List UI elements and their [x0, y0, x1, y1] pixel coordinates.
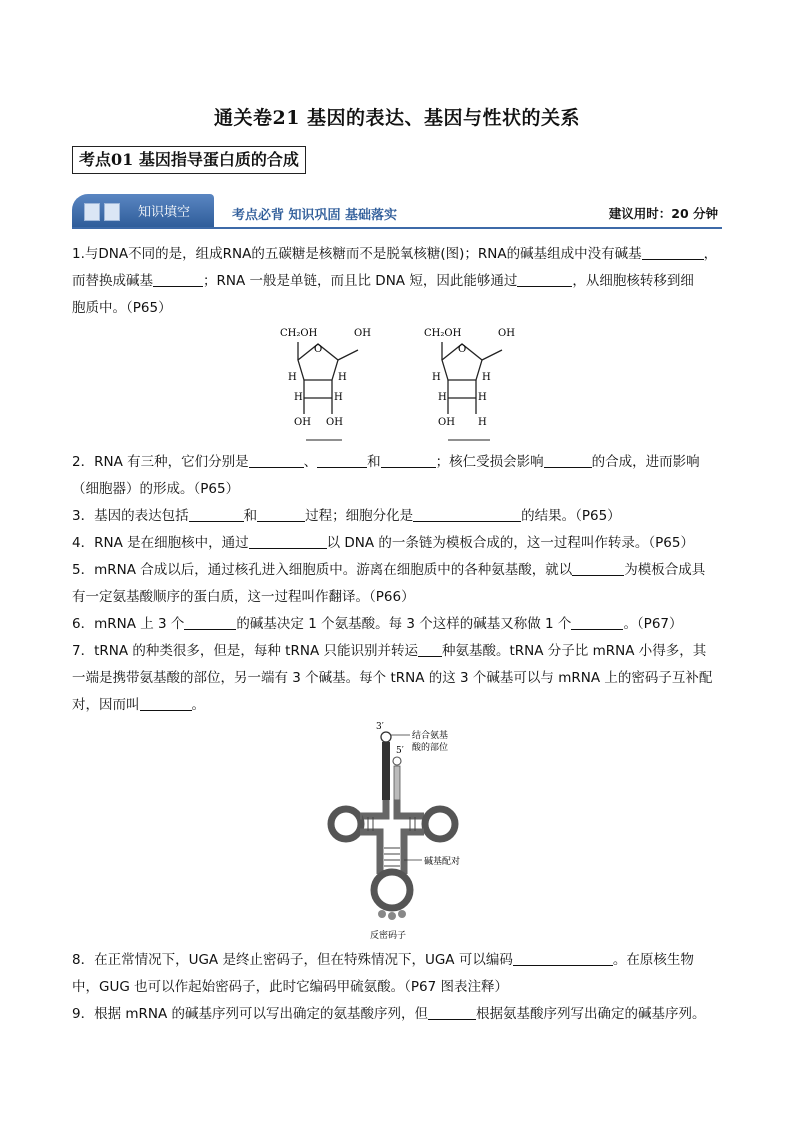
q8-text: 中，GUG 也可以作起始密码子，此时它编码甲硫氨酸。（P67 图表注释） [72, 979, 508, 995]
amino-acid-site-icon [381, 732, 391, 742]
answer-blank[interactable] [249, 532, 327, 549]
book-icon [84, 203, 120, 221]
q2-text: ；核仁受损会影响 [435, 454, 544, 470]
answer-blank[interactable] [428, 1003, 476, 1020]
base-pairing-label: 碱基配对 [424, 857, 461, 867]
answer-blank[interactable] [544, 451, 592, 468]
h-label: H [288, 372, 297, 383]
answer-blank[interactable] [571, 613, 623, 630]
answer-blank[interactable] [153, 270, 203, 287]
question-5 [72, 557, 724, 611]
q8-text: 8．在正常情况下，UGA 是终止密码子，但在特殊情况下，UGA 可以编码 [72, 952, 513, 968]
q3-text: 的结果。（P65） [521, 508, 621, 524]
banner-tab-label: 知识填空 [138, 205, 191, 220]
question-4 [72, 530, 724, 557]
answer-blank[interactable] [572, 559, 624, 576]
anticodon-loop [374, 872, 410, 908]
h-label: H [294, 392, 303, 403]
q7-text: 。 [191, 697, 205, 713]
trna-body [360, 800, 424, 816]
trna-figure [320, 718, 480, 944]
three-prime-label: 3′ [376, 722, 384, 732]
binding-site-label: 结合氨基 [412, 731, 449, 741]
answer-blank[interactable] [381, 451, 436, 468]
binding-site-label: 酸的部位 [412, 743, 449, 753]
q1-text: 胞质中。（P65） [72, 300, 172, 316]
question-1 [72, 241, 724, 322]
h-label: H [482, 372, 491, 383]
answer-blank[interactable] [140, 694, 192, 711]
answer-blank[interactable] [257, 505, 305, 522]
answer-blank[interactable] [418, 640, 442, 657]
q2-text: 、 [303, 454, 318, 470]
section-banner [72, 194, 722, 230]
q6-text: 。（P67） [623, 616, 683, 632]
answer-blank[interactable] [413, 505, 521, 522]
question-7 [72, 638, 724, 719]
banner-motto: 考点必背 知识巩固 基础落实 [232, 208, 398, 223]
question-2 [72, 449, 724, 503]
five-prime-end-icon [393, 757, 401, 765]
q6-text: 6．mRNA 上 3 个 [72, 616, 185, 632]
suggested-time: 建议用时：20 分钟 [608, 206, 718, 221]
answer-blank[interactable] [184, 613, 236, 630]
question-3 [72, 503, 724, 530]
q7-text: 一端是携带氨基酸的部位，另一端有 3 个碱基。每个 tRNA 的这 3 个碱基可以与 mRNA 上的密码子互补配 [72, 670, 713, 686]
banner-tab [72, 194, 214, 227]
q3-text: 3．基因的表达包括 [72, 508, 189, 524]
sugar-structures-figure [270, 322, 530, 444]
oh-label: OH [354, 328, 371, 339]
question-6 [72, 611, 724, 638]
oh-label: OH [326, 417, 343, 428]
answer-blank[interactable] [317, 451, 367, 468]
q1-text: ；RNA 一般是单链，而且比 DNA 短，因此能够通过 [203, 273, 518, 289]
q6-text: 的碱基决定 1 个氨基酸。每 3 个这样的碱基又称做 1 个 [236, 616, 572, 632]
banner-divider [72, 227, 722, 229]
q2-text: 和 [367, 454, 381, 470]
answer-blank[interactable] [642, 243, 704, 260]
q2-text: （细胞器）的形成。（P65） [72, 481, 240, 497]
base-pair-rungs [368, 817, 415, 866]
q7-text: 对，因而叫 [72, 697, 140, 713]
q5-text: 为模板合成具 [624, 562, 706, 578]
oh-label: OH [294, 417, 311, 428]
q4-text: 4．RNA 是在细胞核中，通过 [72, 535, 249, 551]
answer-blank[interactable] [513, 949, 613, 966]
page-title: 通关卷21 基因的表达、基因与性状的关系 [213, 107, 581, 129]
q7-text: 种氨基酸。tRNA 分子比 mRNA 小得多，其 [441, 643, 707, 659]
ch2oh-label: CH₂OH [280, 328, 318, 339]
ring-oxygen-label: O [458, 344, 467, 355]
h-label: H [432, 372, 441, 383]
q1-text: 1.与DNA不同的是，组成RNA的五碳糖是核糖而不是脱氧核糖(图)；RNA的碱基组成中没有碱基 [72, 246, 642, 262]
q9-text: 根据氨基酸序列写出确定的碱基序列。 [476, 1006, 706, 1022]
q7-text: 7．tRNA 的种类很多，但是，每种 tRNA 只能识别并转运 [72, 643, 418, 659]
q2-text: 2．RNA 有三种，它们分别是 [72, 454, 249, 470]
oh-label: OH [498, 328, 515, 339]
answer-blank[interactable] [189, 505, 244, 522]
question-9 [72, 1001, 724, 1028]
h-label: H [338, 372, 347, 383]
q1-text: ， [703, 246, 718, 262]
deoxyribose-structure [442, 342, 502, 414]
q1-text: ，从细胞核转移到细 [572, 273, 694, 289]
answer-blank[interactable] [517, 270, 572, 287]
acceptor-stem-strand [394, 766, 400, 800]
five-prime-label: 5′ [396, 746, 404, 756]
question-8 [72, 947, 724, 1001]
acceptor-stem-strand [382, 742, 390, 800]
anticodon-label: 反密码子 [370, 931, 407, 941]
ring-oxygen-label: O [314, 344, 323, 355]
q2-text: 的合成，进而影响 [591, 454, 700, 470]
q5-text: 5．mRNA 合成以后，通过核孔进入细胞质中。游离在细胞质中的各种氨基酸，就以 [72, 562, 573, 578]
q3-text: 过程；细胞分化是 [305, 508, 414, 524]
h-label: H [334, 392, 343, 403]
q8-text: 。在原核生物 [612, 952, 694, 968]
q4-text: 以 DNA 的一条链为模板合成的，这一过程叫作转录。（P65） [326, 535, 694, 551]
ch2oh-label: CH₂OH [424, 328, 462, 339]
trna-body [404, 832, 424, 842]
t-loop [425, 809, 455, 839]
answer-blank[interactable] [249, 451, 304, 468]
q3-text: 和 [243, 508, 258, 524]
ribose-structure [298, 342, 358, 414]
d-loop [331, 809, 361, 839]
q9-text: 9．根据 mRNA 的碱基序列可以写出确定的氨基酸序列，但 [72, 1006, 429, 1022]
oh-label: OH [438, 417, 455, 428]
h-label: H [438, 392, 447, 403]
h-label: H [478, 417, 487, 428]
h-label: H [478, 392, 487, 403]
section-heading: 考点01 基因指导蛋白质的合成 [72, 146, 306, 174]
q1-text: 而替换成碱基 [72, 273, 153, 289]
q5-text: 有一定氨基酸顺序的蛋白质，这一过程叫作翻译。（P66） [72, 589, 415, 605]
